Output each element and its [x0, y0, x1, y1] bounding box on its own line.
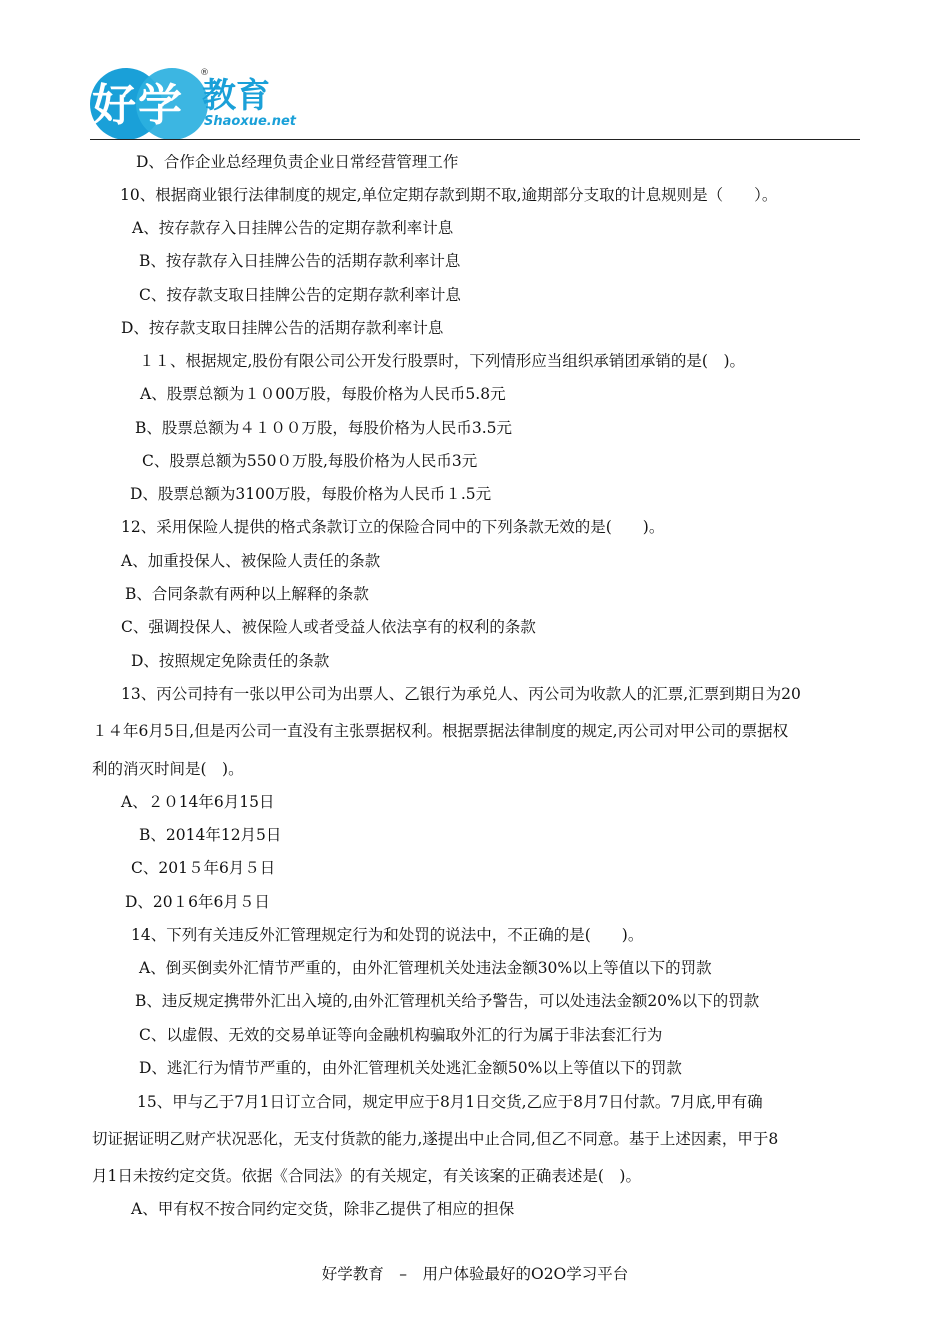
logo-right-text: 教育 — [202, 76, 270, 116]
option-line: D、按存款支取日挂牌公告的活期存款利率计息 — [121, 319, 444, 337]
option-line: A、甲有权不按合同约定交货，除非乙提供了相应的担保 — [131, 1200, 515, 1218]
page-footer: 好学教育 – 用户体验最好的O2O学习平台 — [321, 1265, 629, 1283]
question-14: 14、下列有关违反外汇管理规定行为和处罚的说法中，不正确的是( )。 — [131, 926, 644, 944]
option-line: D、股票总额为3100万股，每股价格为人民币１.5元 — [130, 485, 492, 503]
logo-subtitle: Shaoxue.net — [204, 114, 297, 129]
option-line: B、违反规定携带外汇出入境的,由外汇管理机关给予警告，可以处违法金额20%以下的罚款 — [135, 992, 760, 1010]
text-line: 月1日未按约定交货。依据《合同法》的有关规定，有关该案的正确表述是( )。 — [92, 1167, 641, 1185]
option-line: C、以虚假、无效的交易单证等向金融机构骗取外汇的行为属于非法套汇行为 — [139, 1026, 663, 1044]
header-divider — [90, 139, 860, 140]
option-line: C、股票总额为550０万股,每股价格为人民币3元 — [142, 452, 478, 470]
logo-registered-mark: ® — [200, 68, 209, 78]
haoxue-logo — [90, 66, 297, 142]
page-header — [0, 0, 950, 142]
question-10: 10、根据商业银行法律制度的规定,单位定期存款到期不取,逾期部分支取的计息规则是（ ）。 — [120, 186, 778, 204]
question-11: １１、根据规定,股份有限公司公开发行股票时，下列情形应当组织承销团承销的是( )。 — [139, 352, 746, 370]
option-line: B、合同条款有两种以上解释的条款 — [125, 585, 369, 603]
option-line: D、按照规定免除责任的条款 — [131, 652, 330, 670]
option-line: D、20１6年6月５日 — [125, 893, 270, 911]
text-line: 切证据证明乙财产状况恶化，无支付货款的能力,遂提出中止合同,但乙不同意。基于上述因素，甲于8 — [92, 1130, 779, 1148]
option-line: A、加重投保人、被保险人责任的条款 — [121, 552, 381, 570]
option-line: B、股票总额为４１００万股，每股价格为人民币3.5元 — [135, 419, 513, 437]
text-line: D、合作企业总经理负责企业日常经营管理工作 — [136, 153, 459, 171]
option-line: A、２０14年6月15日 — [121, 793, 275, 811]
option-line: B、2014年12月5日 — [139, 826, 282, 844]
option-line: A、倒买倒卖外汇情节严重的，由外汇管理机关处违法金额30%以上等值以下的罚款 — [139, 959, 712, 977]
question-12: 12、采用保险人提供的格式条款订立的保险合同中的下列条款无效的是( )。 — [121, 518, 665, 536]
logo-circles — [90, 66, 210, 142]
text-line: １４年6月5日,但是丙公司一直没有主张票据权利。根据票据法律制度的规定,丙公司对甲公司的票据权 — [92, 722, 789, 740]
option-line: C、201５年6月５日 — [131, 859, 276, 877]
option-line: A、股票总额为１０00万股，每股价格为人民币5.8元 — [140, 385, 506, 403]
option-line: A、按存款存入日挂牌公告的定期存款利率计息 — [132, 219, 454, 237]
option-line: B、按存款存入日挂牌公告的活期存款利率计息 — [139, 252, 461, 270]
text-line: 利的消灭时间是( )。 — [92, 760, 244, 778]
option-line: C、强调投保人、被保险人或者受益人依法享有的权利的条款 — [121, 618, 536, 636]
option-line: D、逃汇行为情节严重的，由外汇管理机关处逃汇金额50%以上等值以下的罚款 — [139, 1059, 682, 1077]
option-line: C、按存款支取日挂牌公告的定期存款利率计息 — [139, 286, 461, 304]
logo-main-text: 好学 — [92, 80, 184, 131]
question-15: 15、甲与乙于7月1日订立合同，规定甲应于8月1日交货,乙应于8月7日付款。7月底,甲有确 — [137, 1093, 763, 1111]
question-13: 13、丙公司持有一张以甲公司为出票人、乙银行为承兑人、丙公司为收款人的汇票,汇票到期日为20 — [121, 685, 801, 703]
